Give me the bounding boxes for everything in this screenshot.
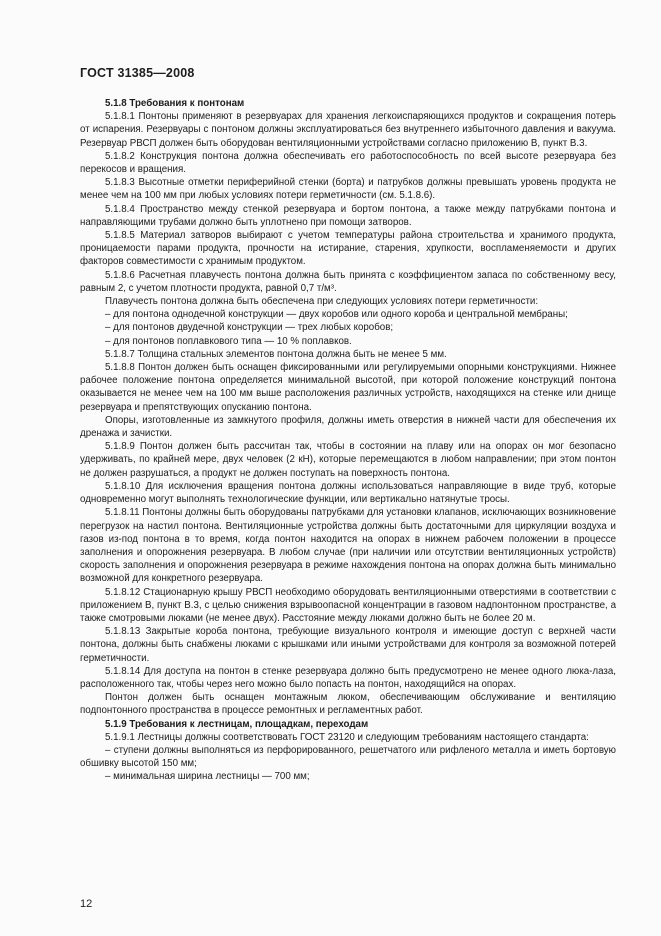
section-heading: 5.1.8 Требования к понтонам — [105, 98, 245, 109]
paragraph: 5.1.8.7 Толщина стальных элементов понтона должна быть не менее 5 мм. — [105, 348, 447, 360]
paragraph: 5.1.9.1 Лестницы должны соответствовать ГОСТ 23120 и следующим требованиям настоящего стандарта: — [105, 731, 589, 743]
document-body — [80, 97, 616, 784]
list-item: – для понтонов двудечной конструкции — трех любых коробов; — [105, 322, 394, 334]
paragraph: 5.1.8.2 Конструкция понтона должна обеспечивать его работоспособность по всей высоте резервуара без перекосов и вращения. — [80, 150, 616, 176]
list-item: – ступени должны выполняться из перфорированного, решетчатого или рифленого металла и иметь бортовую обшивку высотой 150 мм; — [80, 744, 616, 770]
paragraph: 5.1.8.11 Понтоны должны быть оборудованы патрубками для установки клапанов, исключающих возникновение перегрузок на настил понтона. Вентиляционные устройства должны быть достаточными для циркуляции воздуха и газов из-под понтона в то время, когда понтон находится на опорах в нижнем рабочем положении в процессе заполнения и опорожнения резервуара. В любом случае (при наличии или отсутствии вентиляционных устройств) скорость заполнения и опорожнения резервуара в режиме нахождения понтона на опорах должна быть минимально возможной для конкретного резервуара. — [80, 507, 616, 585]
paragraph: 5.1.8.13 Закрытые короба понтона, требующие визуального контроля и имеющие доступ с верхней части понтона, должны быть снабжены люками с крышками или иными устройствами для контроля за возможной потерей герметичности. — [80, 626, 616, 664]
section-heading: 5.1.9 Требования к лестницам, площадкам, переходам — [105, 718, 369, 730]
paragraph: 5.1.8.4 Пространство между стенкой резервуара и бортом понтона, а также между патрубками понтона и направляющими трубами должно быть уплотнено при помощи затворов. — [80, 203, 616, 228]
paragraph: 5.1.8.12 Стационарную крышу РВСП необходимо оборудовать вентиляционными отверстиями в соответствии с приложением В, пункт В.3, с целью снижения взрывоопасной концентрации в газовом надпонтонном пространстве, а также смотровыми люками (не менее двух). Расстояние между люками должно быть не более 20 м. — [80, 586, 616, 624]
paragraph: 5.1.8.8 Понтон должен быть оснащен фиксированными или регулируемыми опорными конструкциями. Нижнее рабочее положение понтона определяется минимальной высотой, при которой положение конструкций понтона оказывается не менее чем на 100 мм выше расположения различных устройств, находящихся на стенке или днище резервуара и препятствующих опусканию понтона. — [80, 362, 616, 413]
list-item: – минимальная ширина лестницы — 700 мм; — [105, 771, 310, 783]
list-item: – для понтонов поплавкового типа — 10 % поплавков. — [105, 335, 352, 347]
paragraph: 5.1.8.9 Понтон должен быть рассчитан так, чтобы в состоянии на плаву или на опорах он мог безопасно удерживать, по крайней мере, двух человек (2 кН), которые перемещаются в любом направлении; при этом понтон не должен разрушаться, а продукт не должен поступать на поверхность понтона. — [80, 441, 616, 479]
page-number: 12 — [80, 898, 93, 910]
paragraph: Плавучесть понтона должна быть обеспечена при следующих условиях потери герметичности: — [105, 296, 539, 308]
paragraph: 5.1.8.14 Для доступа на понтон в стенке резервуара должно быть предусмотрено не менее одного люка-лаза, расположенного так, чтобы через него можно было попасть на понтон, находящийся на опорах. — [80, 665, 616, 690]
paragraph: 5.1.8.1 Понтоны применяют в резервуарах для хранения легкоиспаряющихся продуктов и сокращения потерь от испарения. Резервуары с понтоном должны эксплуатироваться без внутреннего избыточного давления и вакуума. Резервуар РВСП должен быть оборудован вентиляционными устройствами согласно приложению В, пункт В.3. — [80, 111, 616, 149]
paragraph: Опоры, изготовленные из замкнутого профиля, должны иметь отверстия в нижней части для обеспечения их дренажа и зачистки. — [80, 414, 616, 440]
list-item: – для понтона однодечной конструкции — двух коробов или одного короба и центральной мембраны; — [105, 309, 568, 321]
paragraph: 5.1.8.6 Расчетная плавучесть понтона должна быть принята с коэффициентом запаса по собственному весу, равным 2, с учетом плотности продукта, равной 0,7 т/м³. — [80, 269, 616, 294]
paragraph: Понтон должен быть оснащен монтажным люком, обеспечивающим обслуживание и вентиляцию подпонтонного пространства в процессе ремонтных и регламентных работ. — [80, 692, 616, 717]
document-header: ГОСТ 31385—2008 — [80, 66, 195, 80]
paragraph: 5.1.8.3 Высотные отметки периферийной стенки (борта) и патрубков должны превышать уровень продукта не менее чем на 100 мм при любых условиях потери герметичности (см. 5.1.8.6). — [80, 177, 616, 202]
paragraph: 5.1.8.10 Для исключения вращения понтона должны использоваться направляющие в виде труб, которые одновременно могут выполнять технологические функции, или вертикально натянутые тросы. — [80, 480, 616, 506]
paragraph: 5.1.8.5 Материал затворов выбирают с учетом температуры района строительства и хранимого продукта, проницаемости парами продукта, прочности на истирание, старения, хрупкости, воспламеняемости и других факторов совместимости с хранимым продуктом. — [80, 230, 616, 268]
